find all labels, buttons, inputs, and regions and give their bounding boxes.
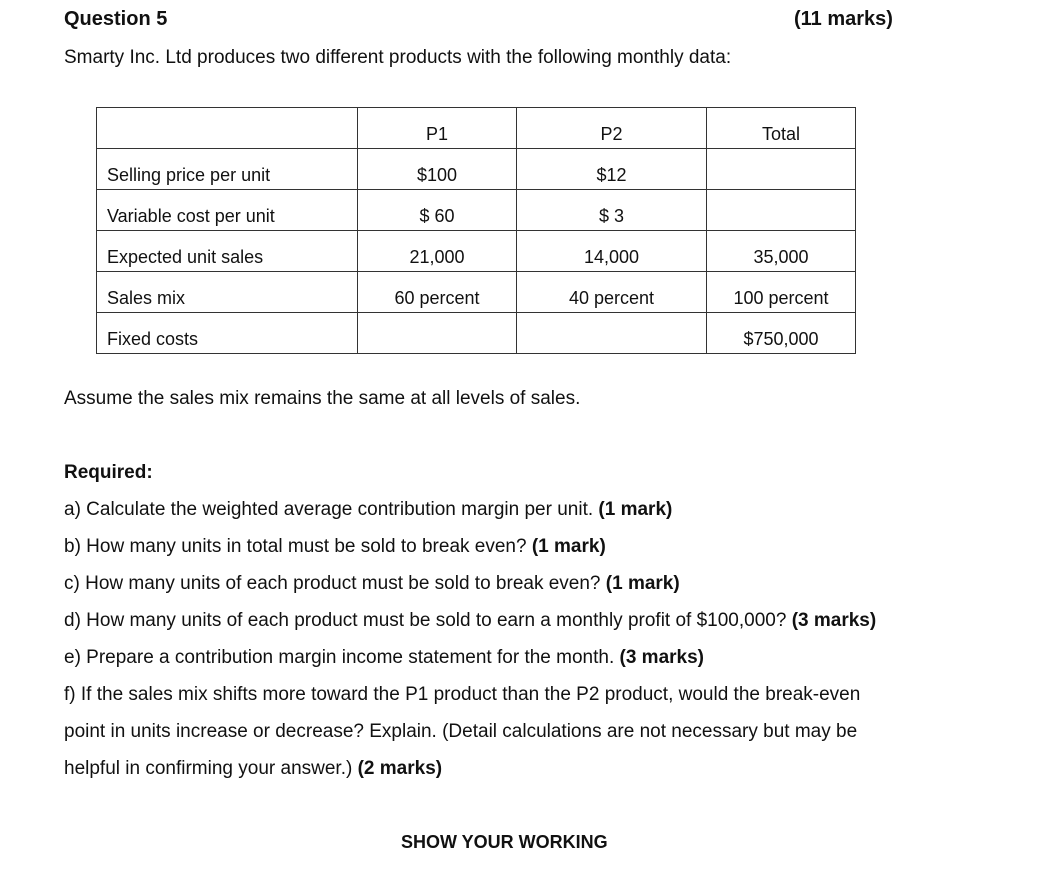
row-label: Variable cost per unit: [97, 190, 358, 231]
requirement-marks: (1 mark): [598, 499, 673, 520]
requirement-text: b) How many units in total must be sold to break even?: [64, 536, 532, 557]
requirement-marks: (3 marks): [619, 647, 704, 668]
show-working-footer: SHOW YOUR WORKING: [401, 832, 608, 852]
row-label: Expected unit sales: [97, 231, 358, 272]
row-label: Fixed costs: [97, 313, 358, 354]
required-heading: Required:: [64, 462, 153, 483]
table-row: [97, 149, 856, 190]
cell: [707, 190, 856, 231]
cell: [707, 149, 856, 190]
row-label: Sales mix: [97, 272, 358, 313]
cell: $ 60: [358, 190, 517, 231]
requirement-marks: (2 marks): [357, 758, 443, 779]
requirement-e: [64, 647, 704, 669]
cell: $750,000: [707, 313, 856, 354]
cell: 40 percent: [517, 272, 707, 313]
header-cell: P2: [517, 108, 707, 149]
product-data-table: [96, 107, 856, 354]
requirement-marks: (3 marks): [791, 610, 877, 631]
header-cell: P1: [358, 108, 517, 149]
question-title: Question 5: [64, 8, 168, 30]
header-cell: [97, 108, 358, 149]
requirement-f-line3: [64, 758, 442, 780]
table-row: [97, 231, 856, 272]
table-row: [97, 272, 856, 313]
question-marks: (11 marks): [794, 8, 893, 30]
requirement-f-line2: point in units increase or decrease? Explain. (Detail calculations are not necessary but may be: [64, 721, 858, 742]
header-cell: Total: [707, 108, 856, 149]
cell: $12: [517, 149, 707, 190]
requirement-c: [64, 573, 680, 595]
requirement-text: e) Prepare a contribution margin income statement for the month.: [64, 647, 620, 668]
intro-text: Smarty Inc. Ltd produces two different products with the following monthly data:: [64, 47, 732, 68]
assumption-text: Assume the sales mix remains the same at all levels of sales.: [64, 388, 581, 409]
requirement-d: [64, 610, 876, 632]
row-label: Selling price per unit: [97, 149, 358, 190]
requirement-b: [64, 536, 606, 558]
table-row: [97, 190, 856, 231]
cell: [358, 313, 517, 354]
cell: $ 3: [517, 190, 707, 231]
cell: 14,000: [517, 231, 707, 272]
table-header-row: [97, 108, 856, 149]
requirement-marks: (1 mark): [605, 573, 680, 594]
requirement-marks: (1 mark): [531, 536, 606, 557]
requirement-text: a) Calculate the weighted average contribution margin per unit.: [64, 499, 599, 520]
cell: 21,000: [358, 231, 517, 272]
requirement-text: d) How many units of each product must be sold to earn a monthly profit of $100,000?: [64, 610, 792, 631]
cell: [517, 313, 707, 354]
cell: 60 percent: [358, 272, 517, 313]
requirement-text: c) How many units of each product must be sold to break even?: [64, 573, 606, 594]
cell: $100: [358, 149, 517, 190]
requirement-text: helpful in confirming your answer.): [64, 758, 358, 779]
requirement-a: [64, 499, 672, 521]
table-row: [97, 313, 856, 354]
requirement-f-line1: f) If the sales mix shifts more toward the P1 product than the P2 product, would the break-even: [64, 684, 861, 705]
cell: 100 percent: [707, 272, 856, 313]
cell: 35,000: [707, 231, 856, 272]
